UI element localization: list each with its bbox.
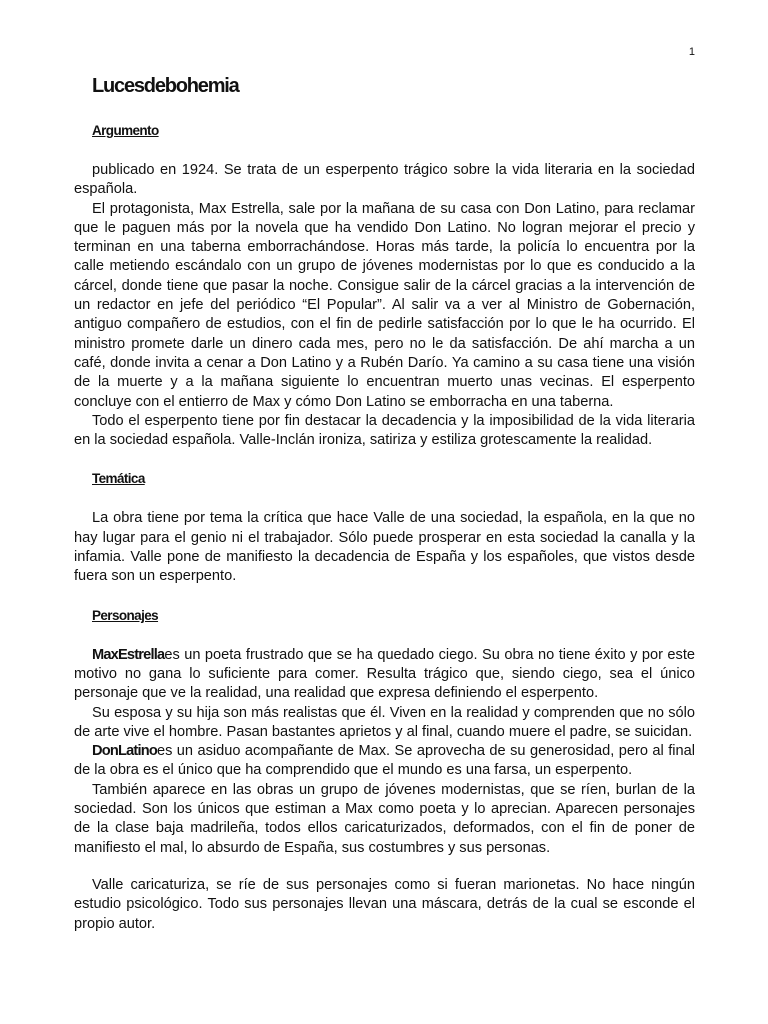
don-latino-text: es un asiduo acompañante de Max. Se aprovecha de su generosidad, pero al final de la obra es el único que ha comprendido que el mundo es una farsa, un esperpento. [74,743,695,779]
modernistas-paragraph: También aparece en las obras un grupo de jóvenes modernistas, que se ríen, burlan de la sociedad. Son los únicos que estiman a Max como poeta y lo aprecian. Aparecen personajes de la clase baja madrileña, todos ellos caricaturizados, deformados, con el fin de poner de manifiesto el mal, lo absurdo de España, sus costumbres y sus personas. [74,781,695,856]
page-number: 1 [688,46,695,58]
argumento-paragraph-3: Todo el esperpento tiene por fin destacar la decadencia y la imposibilidad de la vida literaria en la sociedad española. Valle-Inclán ironiza, satiriza y estiliza grotescamente la realidad. [74,412,695,449]
don-latino-paragraph [74,742,695,781]
heading-tematica: Temática [92,471,145,487]
max-estrella-paragraph [74,646,695,704]
don-latino-name: DonLatino [92,743,157,760]
closing-paragraph: Valle caricaturiza, se ríe de sus personajes como si fueran marionetas. No hace ningún estudio psicológico. Todo sus personajes llevan una máscara, detrás de la cual se esconde el propio autor. [74,876,695,932]
family-paragraph: Su esposa y su hija son más realistas que él. Viven en la realidad y comprenden que no sólo de arte vive el hombre. Pasan bastantes aprietos y al final, cuando muere el padre, se suicidan. [74,704,695,740]
max-estrella-name: MaxEstrella [92,646,165,663]
argumento-paragraph-2: El protagonista, Max Estrella, sale por la mañana de su casa con Don Latino, para reclamar que le paguen más por la novela que ha vendido Don Latino. No logran mejorar el precio y terminan en una taberna emborrachándose. Horas más tarde, la policía lo encuentra por la calle metiendo escándalo con un grupo de jóvenes modernistas por lo que es conducido a la cárcel, donde tiene que pasar la noche. Consigue salir de la cárcel gracias a la intervención de un redactor en jefe del periódico “El Popular”. Al salir va a ver al Ministro de Gobernación, antiguo compañero de estudios, con el fin de pedirle satisfacción por lo que le ha ocurrido. El ministro promete darle un dinero cada mes, pero no le da satisfacción. De ahí marcha a un café, donde invita a cenar a Don Latino y a Rubén Darío. Ya camino a su casa tiene una visión de la muerte y a la mañana siguiente lo encuentran muerto unas vecinas. El esperpento concluye con el entierro de Max y cómo Don Latino se emborracha en una taberna. [74,200,695,410]
max-estrella-text: es un poeta frustrado que se ha quedado ciego. Su obra no tiene éxito y por este motivo no gana lo suficiente para comer. Resulta trágico que, siendo ciego, sea el único personaje que ve la realidad, una realidad que expresa definiendo el esperpento. [74,646,695,702]
heading-personajes: Personajes [92,607,159,623]
heading-argumento: Argumento [92,123,159,138]
argumento-paragraph-1: publicado en 1924. Se trata de un esperpento trágico sobre la vida literaria en la sociedad española. [74,162,695,198]
document-title: Lucesdebohemia [92,75,239,97]
tematica-paragraph: La obra tiene por tema la crítica que hace Valle de una sociedad, la española, en la que no hay lugar para el genio ni el trabajador. Sólo puede prosperar en esta sociedad la canalla y la infamia. Valle pone de manifiesto la decadencia de España y los españoles, que vistos desde fuera son un esperpento. [74,510,695,585]
document-body [74,121,695,934]
